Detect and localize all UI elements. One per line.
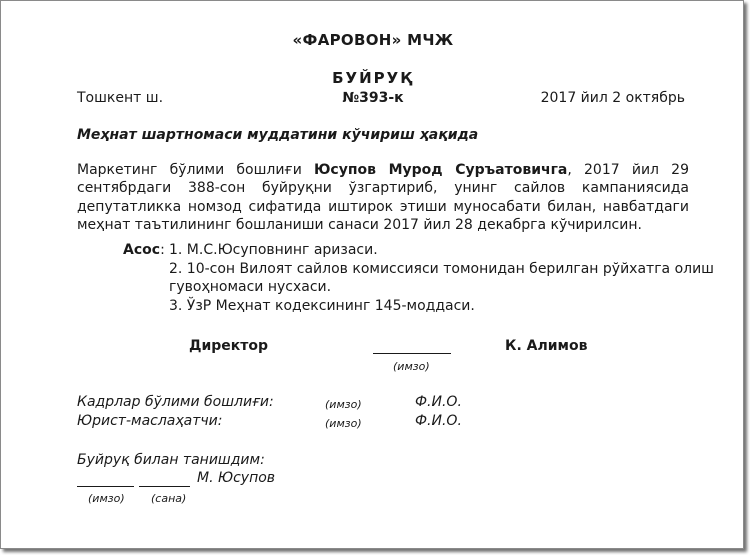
document-city: Тошкент ш.	[77, 90, 164, 106]
body-text-after: , 2017 йил 29 сентябрдаги 388-сон буйруқни ўзгартириб, унинг сайлов кампаниясида депутатликка номзод сифатида иштирок этиши муносабати билан, навбатдаги меҳнат таътилининг бошланиши санаси 2017 йил 28 декабрга кўчирилсин.	[77, 162, 689, 234]
approval-fio-lawyer: Ф.И.О.	[415, 413, 462, 429]
order-date: 2017 йил 2 октябрь	[540, 90, 685, 106]
acknowledgement-name: М. Юсупов	[197, 470, 276, 486]
basis-item: 1. М.С.Юсуповнинг аризаси.	[169, 242, 378, 258]
basis-item: гувоҳномаси нусхаси.	[169, 279, 332, 295]
order-subject: Меҳнат шартномаси муддатини кўчириш ҳақида	[77, 127, 479, 143]
approval-caption-hr: (имзо)	[325, 398, 362, 411]
basis-label: Асос	[123, 242, 161, 258]
approval-role-hr: Кадрлар бўлими бошлиғи:	[77, 394, 274, 410]
organization-name: «ФАРОВОН» МЧЖ	[292, 31, 454, 49]
order-body	[77, 161, 689, 235]
basis-colon: :	[160, 242, 165, 258]
director-signature-caption: (имзо)	[393, 360, 430, 373]
acknowledgement-date-caption: (сана)	[151, 492, 187, 505]
basis-item: 3. ЎзР Меҳнат кодексининг 145-моддаси.	[169, 298, 475, 314]
basis-label-wrap	[123, 242, 165, 258]
body-text-before: Маркетинг бўлими бошлиғи	[77, 162, 314, 178]
approval-caption-lawyer: (имзо)	[325, 417, 362, 430]
director-name: К. Алимов	[505, 338, 588, 354]
employee-name: Юсупов Мурод Суръатовичга	[313, 162, 568, 178]
acknowledgement-date-line	[139, 486, 190, 487]
order-number: №393-к	[342, 90, 404, 106]
approval-fio-hr: Ф.И.О.	[415, 394, 462, 410]
acknowledgement-signature-caption: (имзо)	[88, 492, 125, 505]
acknowledgement-signature-line	[77, 486, 134, 487]
director-role: Директор	[189, 338, 269, 354]
document-type-title: БУЙРУҚ	[332, 69, 414, 87]
acknowledgement-label: Буйруқ билан танишдим:	[77, 452, 265, 468]
basis-item: 2. 10-сон Вилоят сайлов комиссияси томонидан берилган рўйхатга олиш	[169, 261, 714, 277]
director-signature-line	[373, 353, 451, 354]
approval-role-lawyer: Юрист-маслаҳатчи:	[77, 413, 223, 429]
